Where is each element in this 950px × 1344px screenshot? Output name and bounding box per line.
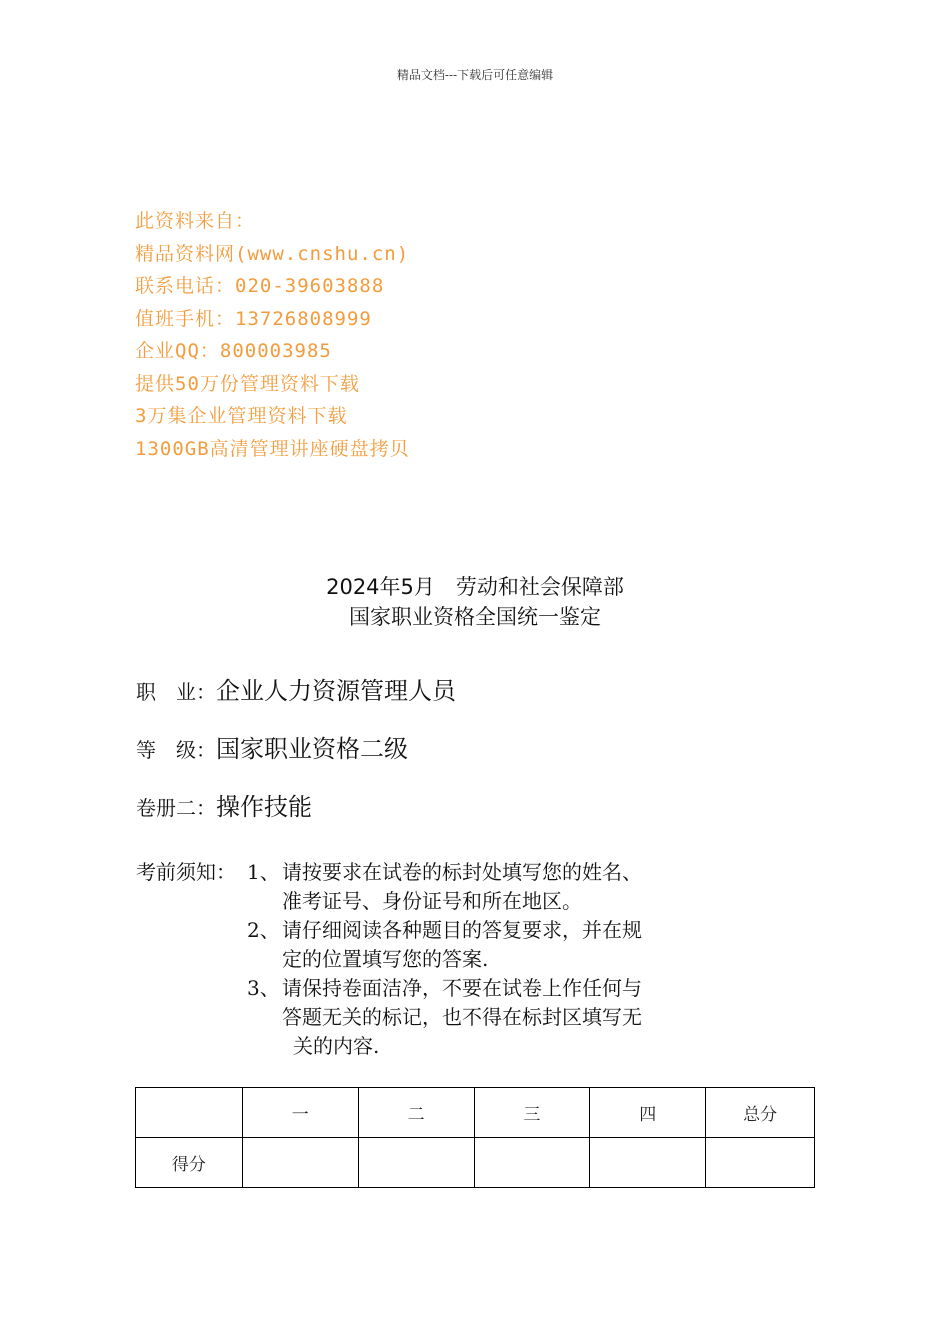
promo-block bbox=[135, 205, 410, 465]
exam-title bbox=[0, 572, 950, 632]
score-table-header-cell: 二 bbox=[358, 1088, 474, 1138]
score-cell[interactable] bbox=[242, 1138, 358, 1188]
level-value: 国家职业资格二级 bbox=[216, 735, 408, 763]
promo-line: 精品资料网(www.cnshu.cn) bbox=[135, 242, 410, 265]
volume-value: 操作技能 bbox=[216, 793, 312, 821]
promo-line: 3万集企业管理资料下载 bbox=[135, 405, 348, 427]
score-table bbox=[135, 1087, 815, 1188]
notice-item-2-line-1 bbox=[136, 916, 696, 945]
notice-item-number: 1、 bbox=[247, 860, 280, 884]
title-line-2: 国家职业资格全国统一鉴定 bbox=[349, 605, 601, 629]
header-note: 精品文档---下载后可任意编辑 bbox=[396, 68, 554, 82]
occupation-value: 企业人力资源管理人员 bbox=[216, 677, 456, 705]
notice-item-number: 2、 bbox=[247, 918, 280, 942]
score-table-header-row bbox=[136, 1088, 815, 1138]
score-cell[interactable] bbox=[706, 1138, 815, 1188]
score-table-header-cell bbox=[136, 1088, 243, 1138]
notice-item-3-line-3: 关的内容. bbox=[293, 1034, 380, 1058]
notice-lead: 考前须知： bbox=[136, 860, 236, 884]
notice-text: 请保持卷面洁净，不要在试卷上作任何与 bbox=[282, 976, 642, 1000]
score-cell[interactable] bbox=[358, 1138, 474, 1188]
notice-text: 请按要求在试卷的标封处填写您的姓名、 bbox=[282, 860, 642, 884]
volume-label: 卷册二： bbox=[136, 796, 216, 820]
volume-row bbox=[136, 787, 312, 822]
score-cell[interactable] bbox=[474, 1138, 590, 1188]
score-cell[interactable] bbox=[590, 1138, 706, 1188]
occupation-label: 职 业： bbox=[136, 680, 216, 704]
score-table-header-cell: 总分 bbox=[706, 1088, 815, 1138]
notice-item-3-line-2: 答题无关的标记，也不得在标封区填写无 bbox=[282, 1005, 642, 1029]
score-table-row bbox=[136, 1138, 815, 1188]
exam-notice bbox=[136, 858, 696, 1061]
promo-line: 此资料来自： bbox=[135, 210, 256, 232]
title-line-1: 2024年5月 劳动和社会保障部 bbox=[326, 575, 624, 599]
notice-item-1-line-2: 准考证号、身份证号和所在地区。 bbox=[282, 889, 582, 913]
notice-text: 请仔细阅读各种题目的答复要求，并在规 bbox=[282, 918, 642, 942]
promo-line: 企业QQ：800003985 bbox=[135, 340, 332, 362]
notice-item-2-line-2: 定的位置填写您的答案. bbox=[282, 947, 489, 971]
score-table-header-cell: 四 bbox=[590, 1088, 706, 1138]
promo-line: 提供50万份管理资料下载 bbox=[135, 372, 360, 395]
level-row bbox=[136, 729, 408, 764]
promo-line: 联系电话：020-39603888 bbox=[135, 275, 385, 297]
promo-line: 值班手机：13726808999 bbox=[135, 307, 372, 330]
level-label: 等 级： bbox=[136, 738, 216, 762]
notice-item-1-line-1 bbox=[136, 858, 696, 887]
score-row-label: 得分 bbox=[136, 1138, 243, 1188]
score-table-header-cell: 一 bbox=[242, 1088, 358, 1138]
score-table-header-cell: 三 bbox=[474, 1088, 590, 1138]
occupation-row bbox=[136, 671, 456, 706]
notice-item-3-line-1 bbox=[136, 974, 696, 1003]
notice-item-number: 3、 bbox=[247, 976, 280, 1000]
promo-line: 1300GB高清管理讲座硬盘拷贝 bbox=[135, 437, 410, 460]
